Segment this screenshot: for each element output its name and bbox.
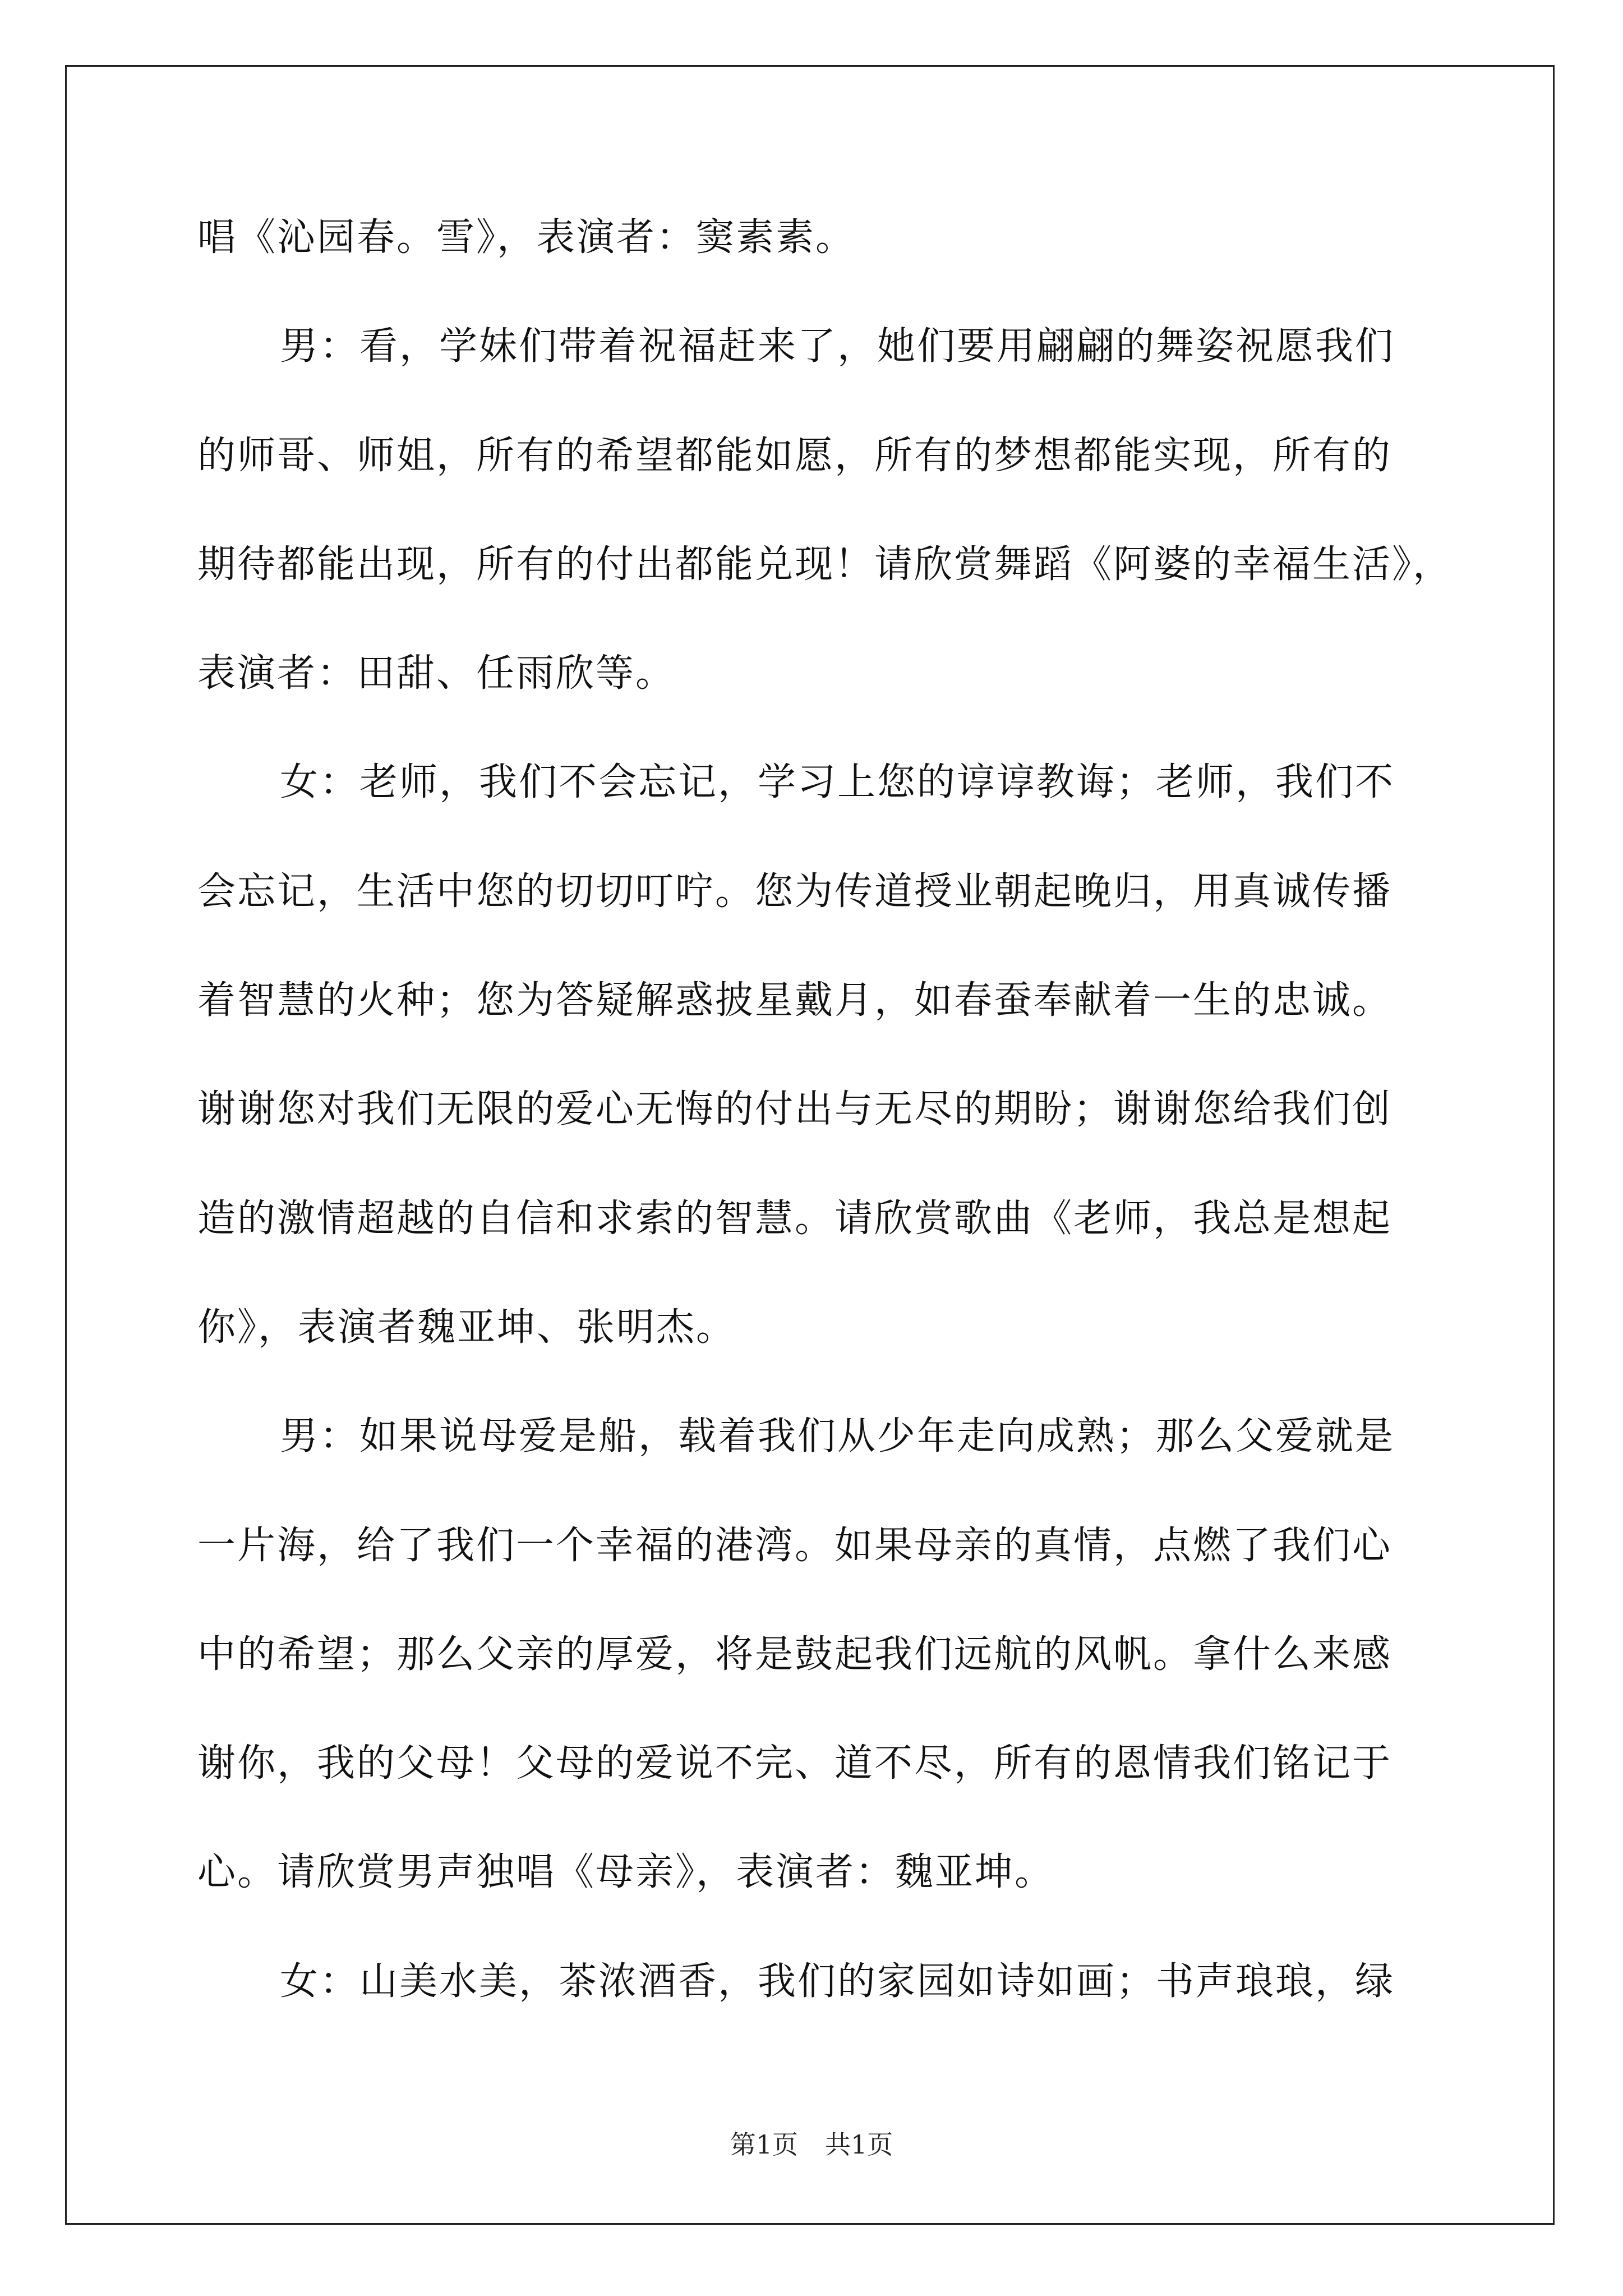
document-body	[197, 215, 1456, 2072]
text-line: 女：山美水美，茶浓酒香，我们的家园如诗如画；书声琅琅，绿	[280, 1959, 1395, 2004]
text-line: 期待都能出现，所有的付出都能兑现！请欣赏舞蹈《阿婆的幸福生活》，	[197, 542, 1453, 587]
text-line: 会忘记，生活中您的切切叮咛。您为传道授业朝起晚归，用真诚传播	[197, 869, 1393, 914]
text-line: 你》，表演者魏亚坤、张明杰。	[197, 1305, 736, 1350]
text-line: 唱《沁园春。雪》，表演者：窦素素。	[197, 215, 856, 260]
text-line: 男：看，学妹们带着祝福赶来了，她们要用翩翩的舞姿祝愿我们	[280, 324, 1395, 369]
text-line: 一片海，给了我们一个幸福的港湾。如果母亲的真情，点燃了我们心	[197, 1523, 1393, 1568]
page-number: 第1页	[730, 2129, 798, 2160]
text-line: 女：老师，我们不会忘记，学习上您的谆谆教诲；老师，我们不	[280, 760, 1395, 805]
page-total: 共1页	[825, 2129, 893, 2160]
text-line: 的师哥、师姐，所有的希望都能如愿，所有的梦想都能实现，所有的	[197, 433, 1393, 478]
text-line: 表演者：田甜、任雨欣等。	[197, 651, 676, 696]
text-line: 男：如果说母爱是船，载着我们从少年走向成熟；那么父爱就是	[280, 1414, 1395, 1459]
text-line: 心。请欣赏男声独唱《母亲》，表演者：魏亚坤。	[197, 1850, 1055, 1895]
page-footer	[0, 2129, 1623, 2160]
text-line: 谢你，我的父母！父母的爱说不完、道不尽，所有的恩情我们铭记于	[197, 1741, 1393, 1786]
text-line: 造的激情超越的自信和求索的智慧。请欣赏歌曲《老师，我总是想起	[197, 1196, 1393, 1241]
text-line: 中的希望；那么父亲的厚爱，将是鼓起我们远航的风帆。拿什么来感	[197, 1632, 1393, 1677]
text-line: 着智慧的火种；您为答疑解惑披星戴月，如春蚕奉献着一生的忠诚。	[197, 978, 1393, 1023]
text-line: 谢谢您对我们无限的爱心无悔的付出与无尽的期盼；谢谢您给我们创	[197, 1087, 1393, 1132]
